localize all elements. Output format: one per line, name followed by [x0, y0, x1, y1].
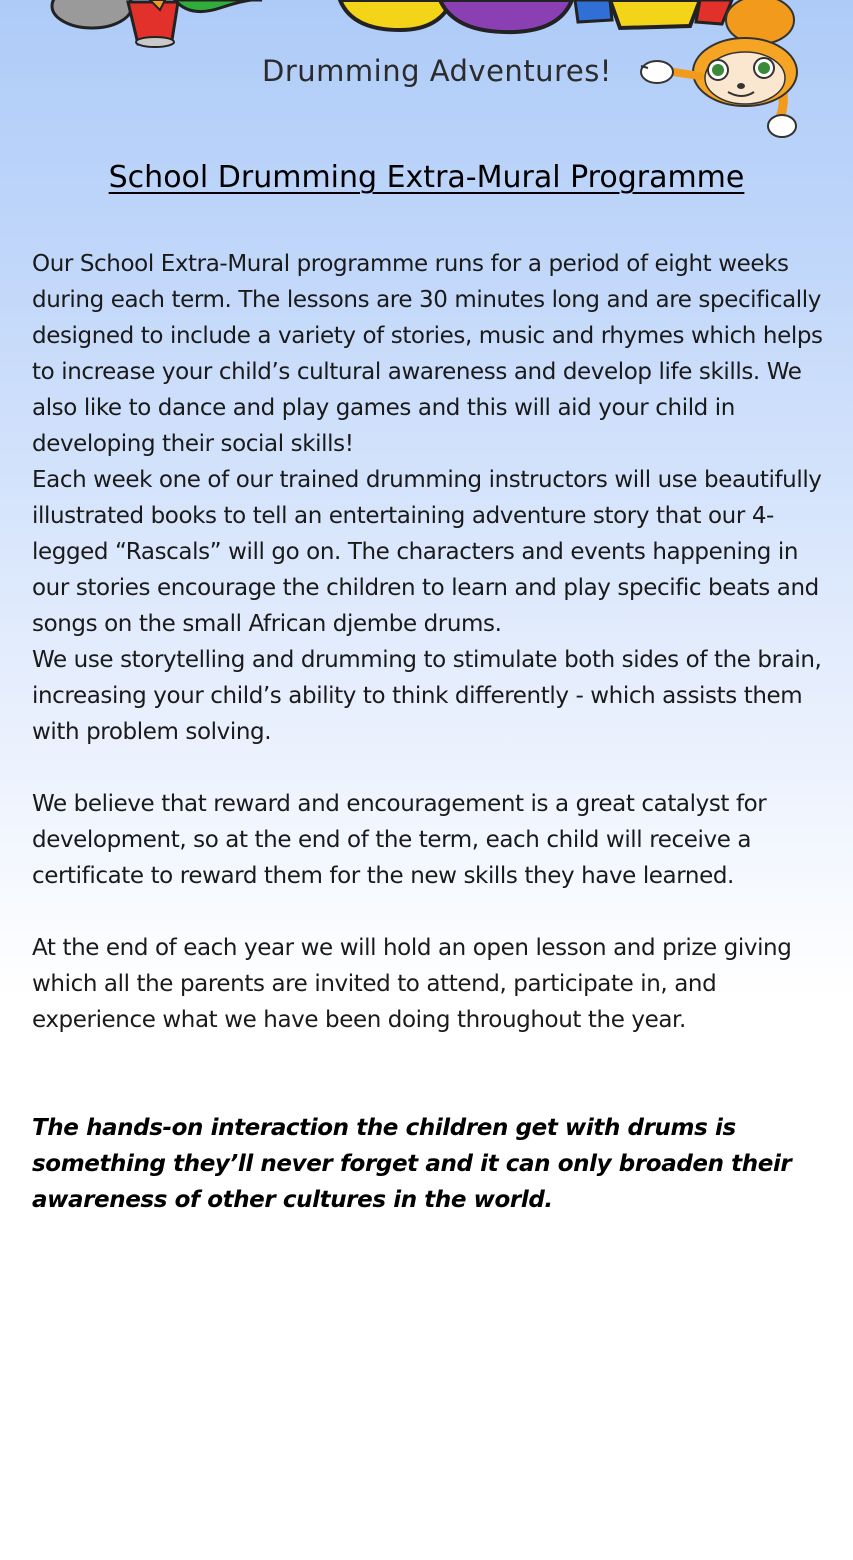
paragraph-instructors: Each week one of our trained drumming instructors will use beautifully illustrated books to tell an entertaining adventure story that our 4-legged “Rascals” will go on. The characters and events happening in our stories encourage the children to learn and play specific beats and songs on the small African djembe drums. [32, 467, 822, 637]
spacer [32, 894, 832, 930]
highlight-quote: The hands-on interaction the children get with drums is something they’ll never forget and it can only broaden their awareness of other cultures in the world. [32, 1115, 792, 1213]
spacer [32, 750, 832, 786]
programme-description [32, 246, 832, 1218]
paragraph-storytelling: We use storytelling and drumming to stimulate both sides of the brain, increasing your child’s ability to think differently - which assists them with problem solving. [32, 647, 822, 745]
header [0, 0, 853, 150]
paragraph-overview: Our School Extra-Mural programme runs for a period of eight weeks during each term. The lessons are 30 minutes long and are specifically designed to include a variety of stories, music and rhymes which helps to increase your child’s cultural awareness and develop life skills. We also like to dance and play games and this will aid your child in developing their social skills! [32, 251, 823, 457]
spacer [32, 1038, 832, 1110]
paragraph-open-lesson: At the end of each year we will hold an open lesson and prize giving which all the parents are invited to attend, participate in, and experience what we have been doing throughout the year. [32, 935, 792, 1033]
paragraph-rewards: We believe that reward and encouragement is a great catalyst for development, so at the end of the term, each child will receive a certificate to reward them for the new skills they have learned. [32, 791, 767, 889]
tagline: Drumming Adventures! [262, 54, 612, 88]
page-title: School Drumming Extra-Mural Programme [108, 160, 745, 195]
